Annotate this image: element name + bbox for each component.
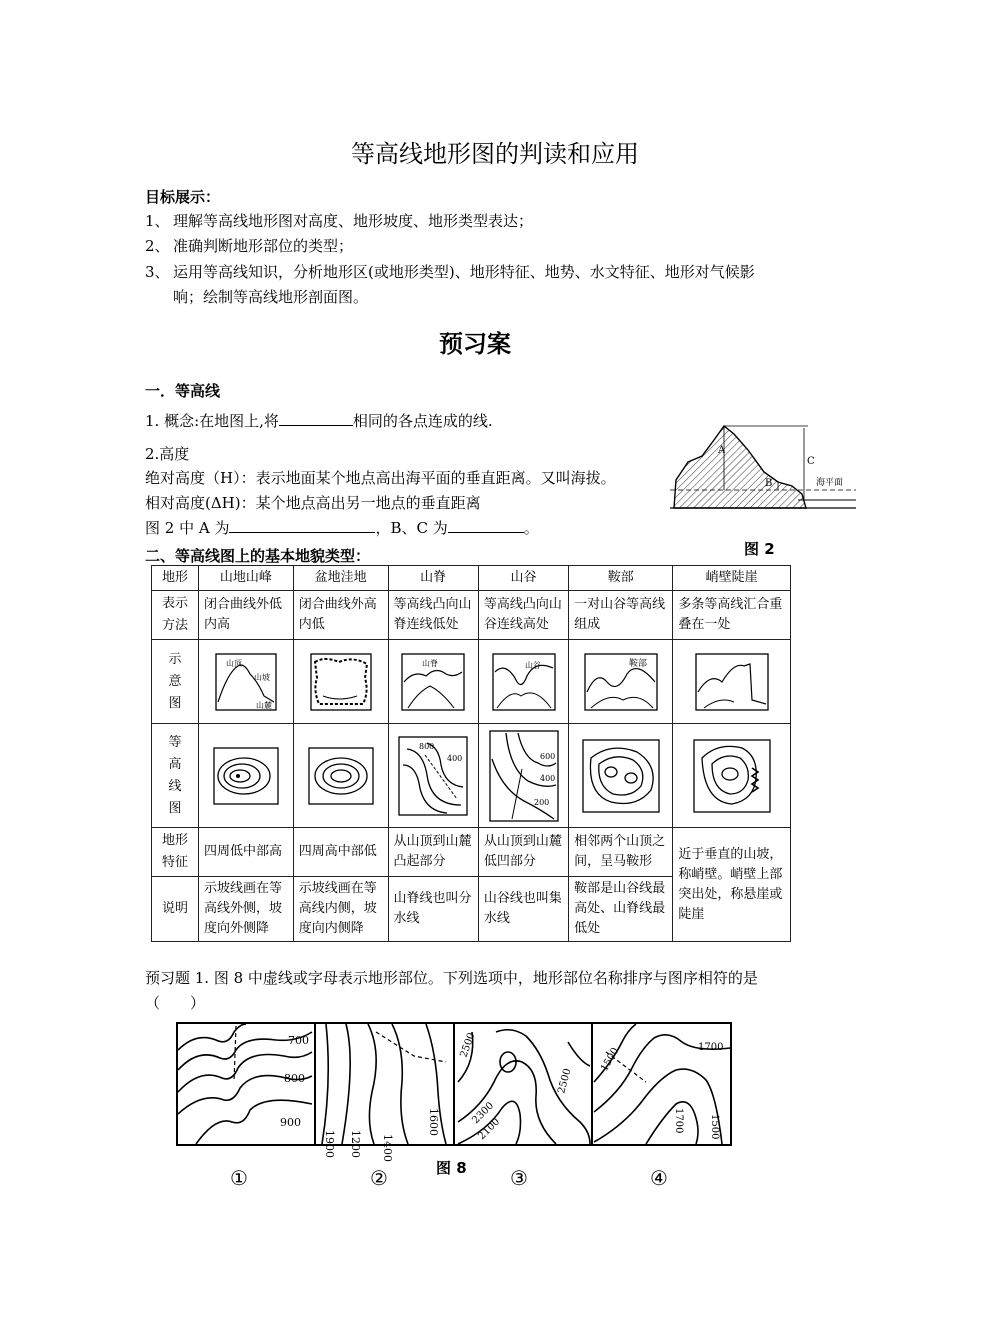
fig8-caption: 图 8 — [436, 1159, 467, 1177]
fig8-panel1-label: 700 — [288, 1034, 309, 1047]
relative-height: 相对高度(ΔH)：某个地点高出另一地点的垂直距离 — [145, 494, 481, 512]
objectives-heading: 目标展示： — [145, 188, 221, 206]
objective-item-continued: 响；绘制等高线地形剖面图。 — [173, 288, 369, 306]
table-cell: 闭合曲线外低内高 — [199, 591, 294, 640]
peak-contour — [212, 746, 280, 806]
height-heading: 2.高度 — [145, 445, 190, 463]
figure-8-maps — [176, 1022, 732, 1162]
landform-table — [151, 565, 791, 942]
valley-contour — [488, 729, 560, 823]
contour-label: 400 — [447, 753, 463, 763]
contour-label: 600 — [539, 751, 555, 761]
sketch-cell — [199, 640, 294, 724]
sketch-label-peak: 山顶 — [225, 658, 242, 668]
objective-item: 3、 运用等高线知识，分析地形区(或地形类型)、地形特征、地势、水文特征、地形对气候影 — [145, 263, 755, 281]
fig2-caption: 图 2 — [744, 540, 775, 558]
panel-label: ④ — [650, 1166, 668, 1190]
table-cell: 示坡线画在等高线内侧，坡度向内侧降 — [293, 877, 388, 942]
table-cell: 鞍部是山谷线最高处、山脊线最低处 — [569, 877, 673, 942]
contour-label: 200 — [533, 797, 549, 807]
sketch-cell — [478, 640, 568, 724]
concept-blank[interactable] — [279, 411, 353, 426]
sketch-label-valley: 山谷 — [524, 660, 541, 670]
objective-item: 1、 理解等高线地形图对高度、地形坡度、地形类型表达； — [145, 212, 534, 230]
table-cell: 山脊线也叫分水线 — [388, 877, 478, 942]
table-row-contour — [152, 724, 791, 828]
contour-cell — [478, 724, 568, 828]
sketch-label-ridge: 山脊 — [422, 658, 439, 668]
sketch-cell — [569, 640, 673, 724]
sketch-label-slope: 山坡 — [253, 672, 270, 682]
sketch-cell — [673, 640, 791, 724]
panel-label: ③ — [510, 1166, 528, 1190]
sketch-cell — [293, 640, 388, 724]
row-label: 表示方法 — [152, 591, 199, 640]
table-cell: 多条等高线汇合重叠在一处 — [673, 591, 791, 640]
table-cell: 相邻两个山顶之间，呈马鞍形 — [569, 828, 673, 877]
basin-contour — [307, 746, 375, 806]
absolute-height: 绝对高度（H）：表示地面某个地点高出海平面的垂直距离。又叫海拔。 — [145, 469, 616, 487]
peak-sketch — [214, 652, 278, 712]
sketch-cell — [388, 640, 478, 724]
table-cell: 等高线凸向山脊连线低处 — [388, 591, 478, 640]
table-row-sketch — [152, 640, 791, 724]
contour-cell — [388, 724, 478, 828]
ridge-sketch — [400, 652, 466, 712]
table-cell: 近于垂直的山坡，称峭壁。峭壁上部突出处，称悬崖或陡崖 — [673, 828, 791, 942]
row-label: 示意图 — [152, 640, 199, 724]
table-cell: 从山顶到山麓低凹部分 — [478, 828, 568, 877]
panel-3 — [458, 1030, 590, 1144]
table-header-cell: 地形 — [152, 566, 199, 591]
ridge-contour — [397, 735, 469, 817]
fig8-panel2-label: 1200 — [349, 1130, 362, 1158]
preview-title: 预习案 — [439, 330, 511, 358]
cliff-contour — [692, 738, 772, 814]
saddle-contour — [581, 738, 661, 814]
table-header-cell: 盆地洼地 — [293, 566, 388, 591]
contour-cell — [673, 724, 791, 828]
panel-label: ② — [370, 1166, 388, 1190]
fig8-panel4-label: 1700 — [673, 1108, 684, 1134]
fig8-panel2-label: 1400 — [381, 1134, 394, 1162]
question-text: 预习题 1. 图 8 中虚线或字母表示地形部位。下列选项中，地形部位名称排序与图序相符的是 — [145, 969, 758, 987]
fig2-label-a: A — [718, 445, 726, 456]
table-cell: 从山顶到山麓凸起部分 — [388, 828, 478, 877]
cliff-sketch — [694, 652, 770, 712]
answer-bracket[interactable]: （ ） — [145, 994, 206, 1012]
figure-2-diagram — [668, 420, 858, 516]
section1-heading: 一．等高线 — [145, 382, 221, 400]
table-cell: 四周低中部高 — [199, 828, 294, 877]
fig2-label-sea: 海平面 — [816, 478, 844, 488]
sketch-label-saddle: 鞍部 — [628, 658, 647, 669]
table-header-cell: 山脊 — [388, 566, 478, 591]
table-cell: 示坡线画在等高线外侧，坡度向外侧降 — [199, 877, 294, 942]
table-cell: 四周高中部低 — [293, 828, 388, 877]
row-label: 等高线图 — [152, 724, 199, 828]
fig8-panel4-label: 1700 — [698, 1042, 724, 1053]
table-row-method — [152, 591, 791, 640]
table-cell: 等高线凸向山谷连线高处 — [478, 591, 568, 640]
fig2-label-b: B — [765, 478, 773, 489]
table-header-cell: 山地山峰 — [199, 566, 294, 591]
table-cell: 闭合曲线外高内低 — [293, 591, 388, 640]
table-header-cell: 山谷 — [478, 566, 568, 591]
fig2-blank-a[interactable] — [229, 518, 375, 533]
saddle-sketch — [583, 652, 659, 712]
contour-label: 800 — [419, 741, 435, 751]
contour-label: 400 — [539, 773, 555, 783]
sketch-label-foot: 山麓 — [255, 700, 272, 710]
objective-item: 2、 准确判断地形部位的类型； — [145, 237, 354, 255]
section2-heading: 二、等高线图上的基本地貌类型： — [145, 547, 371, 565]
table-cell: 山谷线也叫集水线 — [478, 877, 568, 942]
fig8-panel3-label: 2100 — [476, 1116, 503, 1143]
row-label: 说明 — [152, 877, 199, 942]
panel-label: ① — [230, 1166, 248, 1190]
fig8-panel2-label: 1600 — [427, 1108, 440, 1136]
table-cell: 一对山谷等高线组成 — [569, 591, 673, 640]
fig2-question: 图 2 中 A 为 ，B、C 为 。 — [145, 519, 539, 537]
page-title: 等高线地形图的判读和应用 — [351, 140, 639, 168]
row-label: 地形特征 — [152, 828, 199, 877]
table-header-row — [152, 566, 791, 591]
contour-cell — [293, 724, 388, 828]
fig8-panel1-label: 800 — [284, 1072, 305, 1085]
basin-sketch — [309, 652, 373, 712]
contour-cell — [569, 724, 673, 828]
fig8-panel2-label: 1900 — [323, 1130, 336, 1158]
fig8-panel1-label: 900 — [280, 1116, 301, 1129]
table-header-cell: 鞍部 — [569, 566, 673, 591]
table-row-feature — [152, 828, 791, 877]
concept-line: 1. 概念:在地图上,将 相同的各点连成的线. — [145, 412, 493, 430]
fig2-blank-bc[interactable] — [448, 518, 524, 533]
fig8-panel4-label: 1500 — [709, 1114, 720, 1140]
fig8-panel3-label: 2500 — [556, 1067, 574, 1095]
fig8-panel4-label: 1500 — [599, 1045, 622, 1074]
valley-sketch — [491, 652, 557, 712]
contour-cell — [199, 724, 294, 828]
fig8-panel3-label: 2500 — [458, 1031, 478, 1060]
fig8-panel3-label: 2300 — [470, 1100, 497, 1127]
table-header-cell: 峭壁陡崖 — [673, 566, 791, 591]
fig2-label-c: C — [807, 456, 815, 467]
